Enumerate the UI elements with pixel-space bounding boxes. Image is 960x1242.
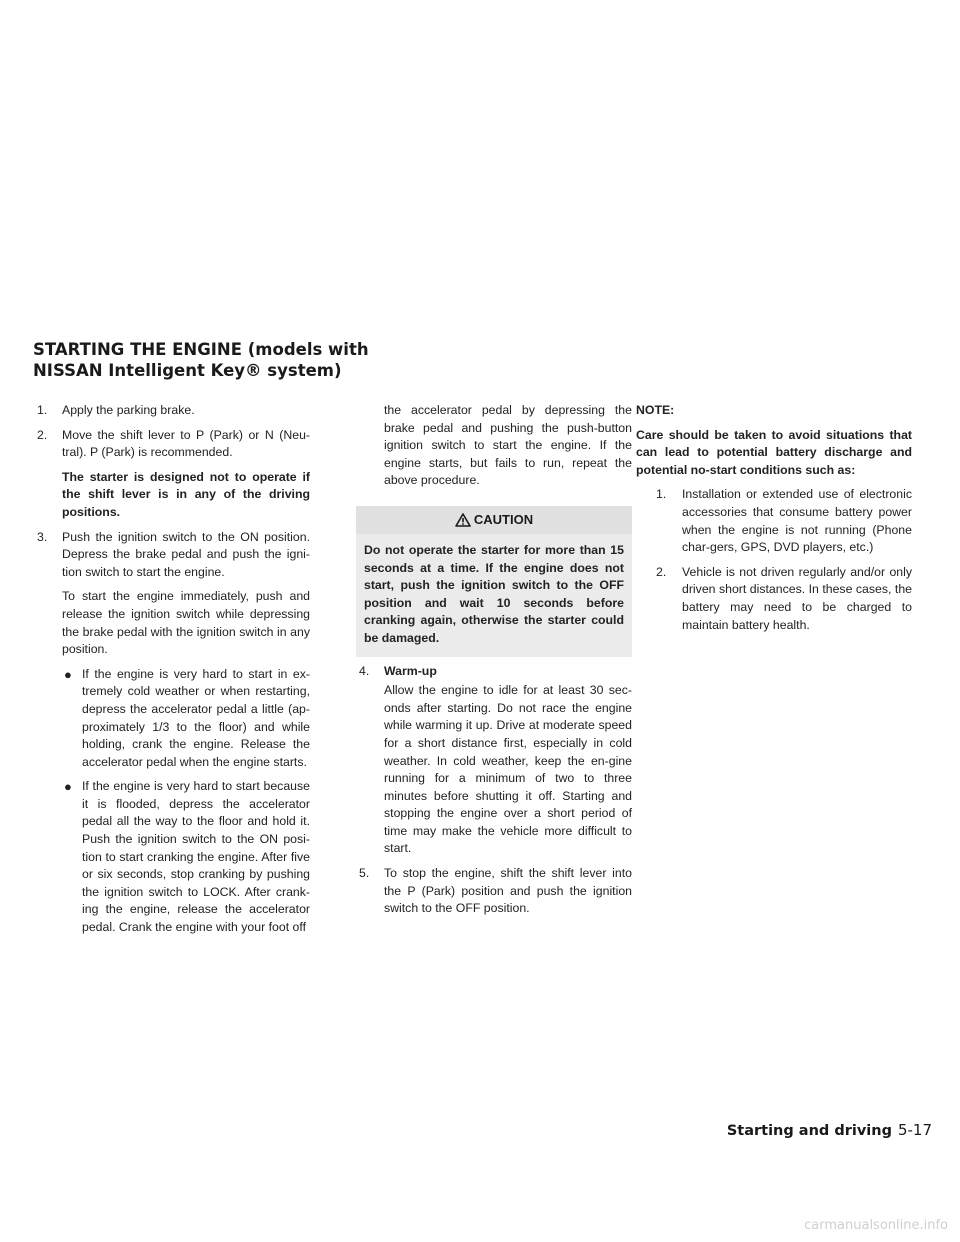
step-5-text: To stop the engine, shift the shift lever into the P (Park) position and push the ignition switch to the OFF position. [384,866,632,916]
note-item-2-number: 2. [656,564,667,579]
step-5 [356,865,632,918]
step-1-text: Apply the parking brake. [62,403,195,417]
caution-text: Do not operate the starter for more than 15 seconds at a time. If the engine does not start, push the ignition switch to the OFF position and wait 10 seconds before cranking again, otherwise the starter could be damaged. [356,534,632,657]
step-3-number: 3. [37,529,48,544]
step-3 [34,529,310,582]
page-number: 5-17 [897,1121,932,1139]
column-1 [34,402,310,944]
warning-triangle-icon [455,513,471,527]
note-item-1-number: 1. [656,487,667,502]
section-title-line2: NISSAN Intelligent Key® system) [33,361,342,380]
bullet-flooded [34,778,310,936]
step-4-title: Warm-up [384,663,437,678]
section-title [33,339,453,381]
step-2-number: 2. [37,427,48,442]
note-intro: Care should be taken to avoid situations that can lead to potential battery discharge and potential no-start conditions such as: [636,427,912,477]
step-5-number: 5. [359,866,370,881]
step-1 [34,402,310,420]
bullet-flooded-text: If the engine is very hard to start because it is flooded, depress the accelerator pedal all the way to the floor and hold it. Push the ignition switch to the ON posi-tion to start cranking the engine. After five or six seconds, stop cranking by pushing the ignition switch to LOCK. After crank-ing the engine, release the accelerator pedal. Crank the engine with your foot off [82,779,310,935]
step-4 [356,663,632,681]
note-item-1-text: Installation or extended use of electronic accessories that consume battery power when the engine is not running (Phone char-gers, GPS, DVD players, etc.) [682,487,912,555]
step-4-number: 4. [359,663,370,678]
bullet-cold-weather-text: If the engine is very hard to start in ex-tremely cold weather or when restarting, depress the accelerator pedal a little (ap-proximately 1/3 to the floor) and while holding, crank the engine. Release the accelerator pedal when the engine starts. [82,666,310,769]
note-item-2 [636,564,912,634]
step-3-paragraph: To start the engine immediately, push and release the ignition switch while depressing the brake pedal with the ignition switch in any position. [62,589,310,657]
note-title: NOTE: [636,403,675,417]
step-2-text: Move the shift lever to P (Park) or N (Neu-tral). P (Park) is recommended. [62,427,310,460]
step-1-number: 1. [37,403,48,417]
step-2-warning: The starter is designed not to operate if the shift lever is in any of the driving positions. [62,469,310,519]
column-2 [356,402,632,925]
caution-label: CAUTION [473,512,534,528]
chapter-label: Starting and driving [726,1123,892,1139]
watermark: carmanualsonline.info [804,1218,948,1233]
step-2 [34,427,310,462]
step-3-text: Push the ignition switch to the ON position. Depress the brake pedal and push the igni-tion switch to start the engine. [62,529,310,579]
section-title-line1: STARTING THE ENGINE (models with [33,340,369,359]
page-footer [710,1121,932,1140]
column-3 [636,402,912,641]
bullet-cold-weather [34,666,310,772]
note-item-2-text: Vehicle is not driven regularly and/or only driven short distances. In these cases, the battery may need to be charged to maintain battery health. [682,564,912,632]
continuation-text: the accelerator pedal by depressing the brake pedal and pushing the push-button ignition switch to start the engine. If the engine starts, but fails to run, repeat the above procedure. [384,403,632,488]
caution-header [356,506,632,534]
bullet-icon: ● [64,666,72,682]
bullet-icon: ● [64,779,72,795]
note-item-1 [636,486,912,556]
step-4-text: Allow the engine to idle for at least 30 sec-onds after starting. Do not race the engine while warming it up. Drive at moderate speed for a short distance first, especially in cold weather. In cold weather, keep the en-gine running for a minimum of two to three minutes before shutting it off. Starting and stopping the engine over a short period of time may make the vehicle more difficult to start. [384,683,632,856]
